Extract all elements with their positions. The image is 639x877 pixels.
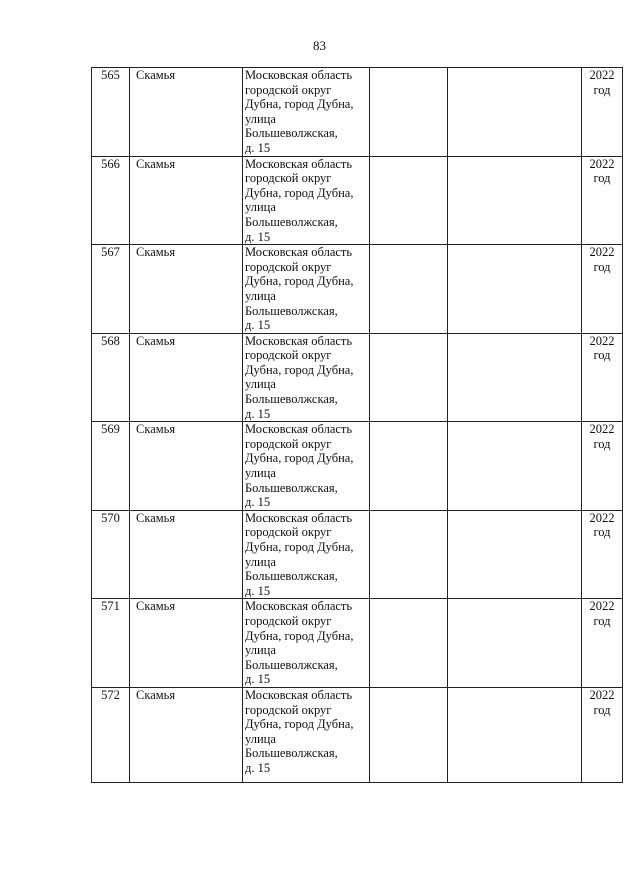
address-line: д. 15: [245, 229, 271, 244]
object-address: [243, 422, 370, 511]
address-line: Дубна, город Дубна,: [245, 274, 354, 289]
address-line: улица: [245, 288, 276, 303]
address-line: Московская область: [245, 156, 353, 171]
address-line: д. 15: [245, 760, 271, 775]
table-row: [92, 68, 623, 157]
object-name: Скамья: [130, 687, 243, 782]
object-address: [243, 68, 370, 157]
row-number: 565: [92, 68, 130, 157]
year-cell: [582, 599, 623, 688]
address-line: Большеволжская,: [245, 569, 338, 584]
object-name: Скамья: [130, 156, 243, 245]
table-row: [92, 599, 623, 688]
table-row: [92, 245, 623, 334]
table-row: [92, 333, 623, 422]
year-line: год: [593, 436, 611, 451]
row-number: 567: [92, 245, 130, 334]
year-cell: [582, 156, 623, 245]
address-line: городской округ: [245, 82, 332, 97]
year-line: 2022: [589, 510, 615, 525]
object-name: Скамья: [130, 599, 243, 688]
year-line: год: [593, 171, 611, 186]
table-row: [92, 156, 623, 245]
address-line: Московская область: [245, 599, 353, 614]
address-line: Дубна, город Дубна,: [245, 451, 354, 466]
address-line: Дубна, город Дубна,: [245, 628, 354, 643]
address-line: Дубна, город Дубна,: [245, 97, 354, 112]
empty-cell: [370, 599, 448, 688]
address-line: Московская область: [245, 510, 353, 525]
empty-cell: [448, 333, 582, 422]
empty-cell: [370, 245, 448, 334]
year-line: год: [593, 702, 611, 717]
address-line: городской округ: [245, 171, 332, 186]
object-address: [243, 245, 370, 334]
object-name: Скамья: [130, 422, 243, 511]
year-line: 2022: [589, 245, 615, 260]
year-line: год: [593, 82, 611, 97]
year-line: 2022: [589, 156, 615, 171]
register-table: [91, 67, 623, 783]
address-line: городской округ: [245, 259, 332, 274]
address-line: д. 15: [245, 406, 271, 421]
object-address: [243, 599, 370, 688]
row-number: 572: [92, 687, 130, 782]
empty-cell: [370, 333, 448, 422]
object-name: Скамья: [130, 510, 243, 599]
empty-cell: [448, 687, 582, 782]
year-cell: [582, 687, 623, 782]
empty-cell: [448, 68, 582, 157]
year-cell: [582, 68, 623, 157]
year-line: 2022: [589, 68, 615, 82]
address-line: д. 15: [245, 672, 271, 687]
address-line: городской округ: [245, 436, 332, 451]
object-address: [243, 156, 370, 245]
empty-cell: [448, 510, 582, 599]
empty-cell: [448, 156, 582, 245]
address-line: д. 15: [245, 495, 271, 510]
address-line: Большеволжская,: [245, 214, 338, 229]
year-line: 2022: [589, 422, 615, 437]
address-line: улица: [245, 200, 276, 215]
empty-cell: [370, 687, 448, 782]
table-row: [92, 510, 623, 599]
address-line: Большеволжская,: [245, 480, 338, 495]
address-line: Большеволжская,: [245, 126, 338, 141]
address-line: Московская область: [245, 422, 353, 437]
object-address: [243, 510, 370, 599]
address-line: Московская область: [245, 687, 353, 702]
address-line: Дубна, город Дубна,: [245, 540, 354, 554]
object-address: [243, 687, 370, 782]
year-cell: [582, 422, 623, 511]
year-cell: [582, 245, 623, 334]
year-cell: [582, 333, 623, 422]
row-number: 571: [92, 599, 130, 688]
address-line: улица: [245, 643, 276, 658]
address-line: городской округ: [245, 348, 332, 363]
address-line: улица: [245, 466, 276, 481]
row-number: 569: [92, 422, 130, 511]
address-line: Большеволжская,: [245, 657, 338, 672]
object-address: [243, 333, 370, 422]
address-line: Дубна, город Дубна,: [245, 717, 354, 732]
year-line: 2022: [589, 599, 615, 614]
address-line: Московская область: [245, 333, 353, 348]
empty-cell: [370, 510, 448, 599]
row-number: 568: [92, 333, 130, 422]
year-line: 2022: [589, 687, 615, 702]
address-line: Большеволжская,: [245, 746, 338, 761]
address-line: Дубна, город Дубна,: [245, 185, 354, 200]
row-number: 570: [92, 510, 130, 599]
address-line: городской округ: [245, 702, 332, 717]
row-number: 566: [92, 156, 130, 245]
empty-cell: [370, 422, 448, 511]
table-body: [92, 68, 623, 783]
empty-cell: [370, 156, 448, 245]
table-row: [92, 687, 623, 782]
address-line: городской округ: [245, 525, 332, 540]
table-row: [92, 422, 623, 511]
year-line: год: [593, 525, 611, 540]
year-line: год: [593, 348, 611, 363]
empty-cell: [448, 245, 582, 334]
address-line: улица: [245, 377, 276, 392]
address-line: Большеволжская,: [245, 392, 338, 407]
address-line: улица: [245, 111, 276, 126]
address-line: городской округ: [245, 613, 332, 628]
year-line: 2022: [589, 333, 615, 348]
object-name: Скамья: [130, 245, 243, 334]
address-line: улица: [245, 731, 276, 746]
year-line: год: [593, 613, 611, 628]
page-number: 83: [313, 38, 326, 53]
year-line: год: [593, 259, 611, 274]
address-line: Большеволжская,: [245, 303, 338, 318]
address-line: Московская область: [245, 68, 353, 82]
empty-cell: [448, 599, 582, 688]
address-line: улица: [245, 554, 276, 569]
object-name: Скамья: [130, 333, 243, 422]
empty-cell: [370, 68, 448, 157]
address-line: д. 15: [245, 583, 271, 598]
address-line: д. 15: [245, 140, 271, 155]
empty-cell: [448, 422, 582, 511]
object-name: Скамья: [130, 68, 243, 157]
year-cell: [582, 510, 623, 599]
address-line: Дубна, город Дубна,: [245, 362, 354, 377]
address-line: д. 15: [245, 318, 271, 333]
address-line: Московская область: [245, 245, 353, 260]
